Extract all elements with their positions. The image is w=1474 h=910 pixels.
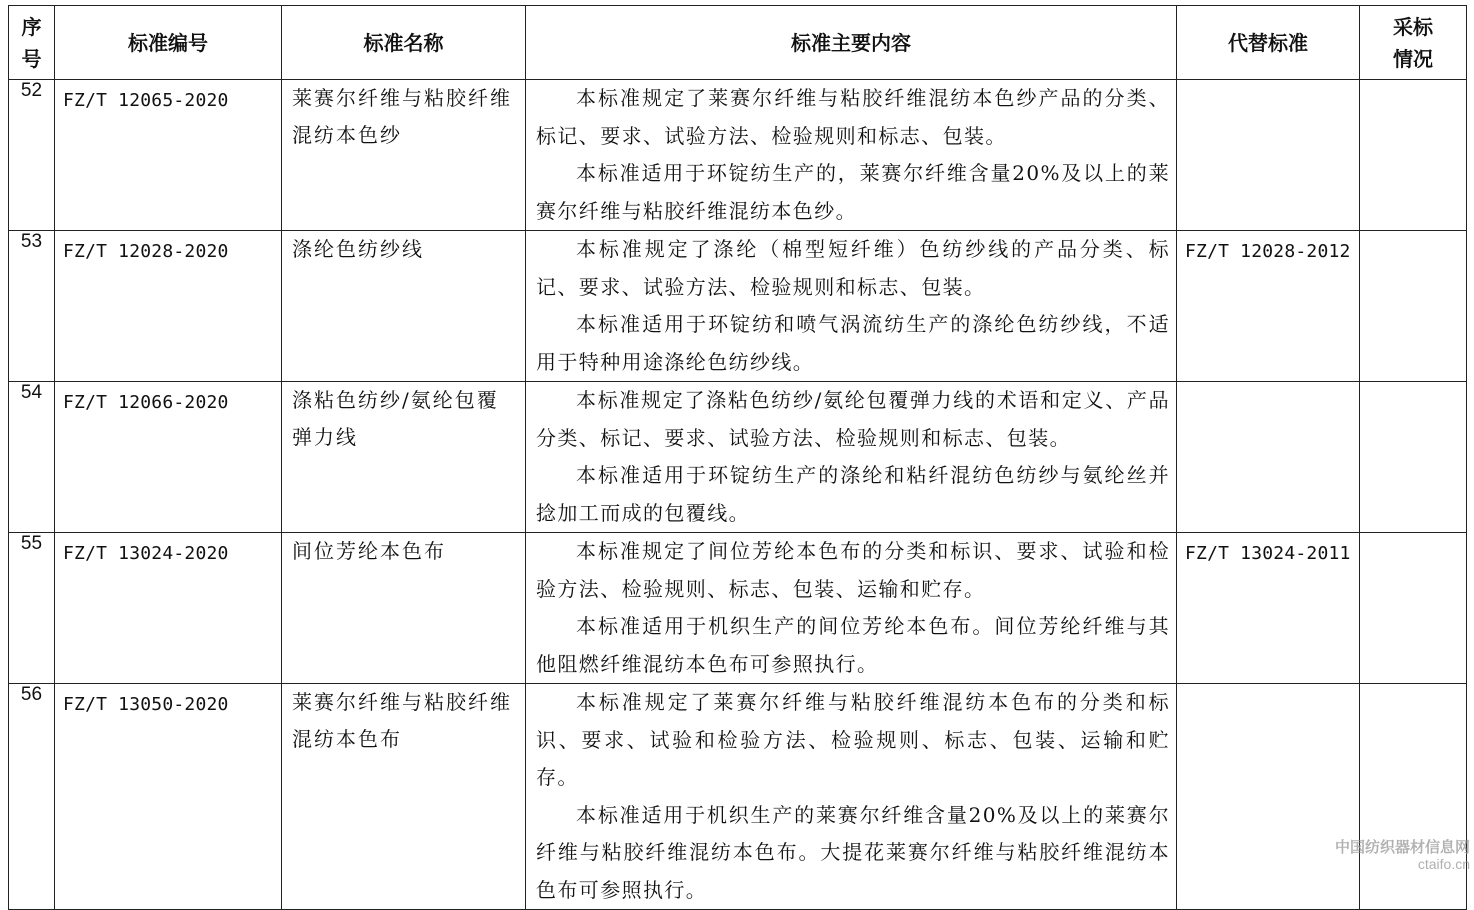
- row-name: 莱赛尔纤维与粘胶纤维混纺本色布: [282, 684, 526, 910]
- header-adoption: 采标情况: [1360, 6, 1467, 80]
- row-adoption: [1360, 231, 1467, 382]
- row-content: [526, 231, 1177, 382]
- row-replaces: [1177, 684, 1360, 910]
- watermark-url: ctaifo.cn: [1417, 856, 1470, 872]
- table-row: [9, 80, 1467, 231]
- row-name: 间位芳纶本色布: [282, 533, 526, 684]
- content-paragraph: 本标准规定了莱赛尔纤维与粘胶纤维混纺本色纱产品的分类、标记、要求、试验方法、检验规则和标志、包装。: [536, 86, 1170, 148]
- table-row: [9, 684, 1467, 910]
- row-content: [526, 533, 1177, 684]
- header-row: [9, 6, 1467, 80]
- content-paragraph: 本标准适用于机织生产的莱赛尔纤维含量20%及以上的莱赛尔纤维与粘胶纤维混纺本色布。大提花莱赛尔纤维与粘胶纤维混纺本色布可参照执行。: [536, 802, 1170, 902]
- row-content: [526, 382, 1177, 533]
- content-paragraph: 本标准规定了涤粘色纺纱/氨纶包覆弹力线的术语和定义、产品分类、标记、要求、试验方法、检验规则和标志、包装。: [536, 388, 1170, 450]
- row-seq: 55: [9, 533, 55, 684]
- row-code: FZ/T 12028-2020: [55, 231, 282, 382]
- row-adoption: [1360, 684, 1467, 910]
- content-paragraph: 本标准适用于机织生产的间位芳纶本色布。间位芳纶纤维与其他阻燃纤维混纺本色布可参照执行。: [536, 614, 1170, 676]
- row-seq: 54: [9, 382, 55, 533]
- row-seq: 53: [9, 231, 55, 382]
- row-code: FZ/T 13024-2020: [55, 533, 282, 684]
- row-content: [526, 80, 1177, 231]
- standards-table: [8, 5, 1467, 910]
- row-content: [526, 684, 1177, 910]
- row-adoption: [1360, 533, 1467, 684]
- row-name: 莱赛尔纤维与粘胶纤维混纺本色纱: [282, 80, 526, 231]
- header-code: 标准编号: [55, 6, 282, 80]
- header-name: 标准名称: [282, 6, 526, 80]
- row-replaces: FZ/T 12028-2012: [1177, 231, 1360, 382]
- row-adoption: [1360, 80, 1467, 231]
- row-code: FZ/T 12065-2020: [55, 80, 282, 231]
- table-row: [9, 382, 1467, 533]
- header-seq: 序号: [9, 6, 55, 80]
- row-adoption: [1360, 382, 1467, 533]
- site-watermark: [1335, 839, 1470, 873]
- content-paragraph: 本标准适用于环锭纺生产的涤纶和粘纤混纺色纺纱与氨纶丝并捻加工而成的包覆线。: [536, 463, 1170, 525]
- content-paragraph: 本标准规定了莱赛尔纤维与粘胶纤维混纺本色布的分类和标识、要求、试验和检验方法、检验规则、标志、包装、运输和贮存。: [536, 690, 1170, 789]
- watermark-name: 中国纺织器材信息网: [1334, 839, 1470, 856]
- row-seq: 56: [9, 684, 55, 910]
- row-replaces: [1177, 382, 1360, 533]
- row-replaces: FZ/T 13024-2011: [1177, 533, 1360, 684]
- row-name: 涤纶色纺纱线: [282, 231, 526, 382]
- content-paragraph: 本标准适用于环锭纺和喷气涡流纺生产的涤纶色纺纱线，不适用于特种用途涤纶色纺纱线。: [536, 312, 1170, 374]
- table-row: [9, 231, 1467, 382]
- content-paragraph: 本标准规定了间位芳纶本色布的分类和标识、要求、试验和检验方法、检验规则、标志、包装、运输和贮存。: [536, 539, 1170, 601]
- row-code: FZ/T 13050-2020: [55, 684, 282, 910]
- content-paragraph: 本标准规定了涤纶（棉型短纤维）色纺纱线的产品分类、标记、要求、试验方法、检验规则和标志、包装。: [536, 237, 1170, 299]
- row-seq: 52: [9, 80, 55, 231]
- row-name: 涤粘色纺纱/氨纶包覆弹力线: [282, 382, 526, 533]
- header-replaces: 代替标准: [1177, 6, 1360, 80]
- row-replaces: [1177, 80, 1360, 231]
- header-content: 标准主要内容: [526, 6, 1177, 80]
- row-code: FZ/T 12066-2020: [55, 382, 282, 533]
- table-row: [9, 533, 1467, 684]
- content-paragraph: 本标准适用于环锭纺生产的，莱赛尔纤维含量20%及以上的莱赛尔纤维与粘胶纤维混纺本色纱。: [536, 161, 1170, 223]
